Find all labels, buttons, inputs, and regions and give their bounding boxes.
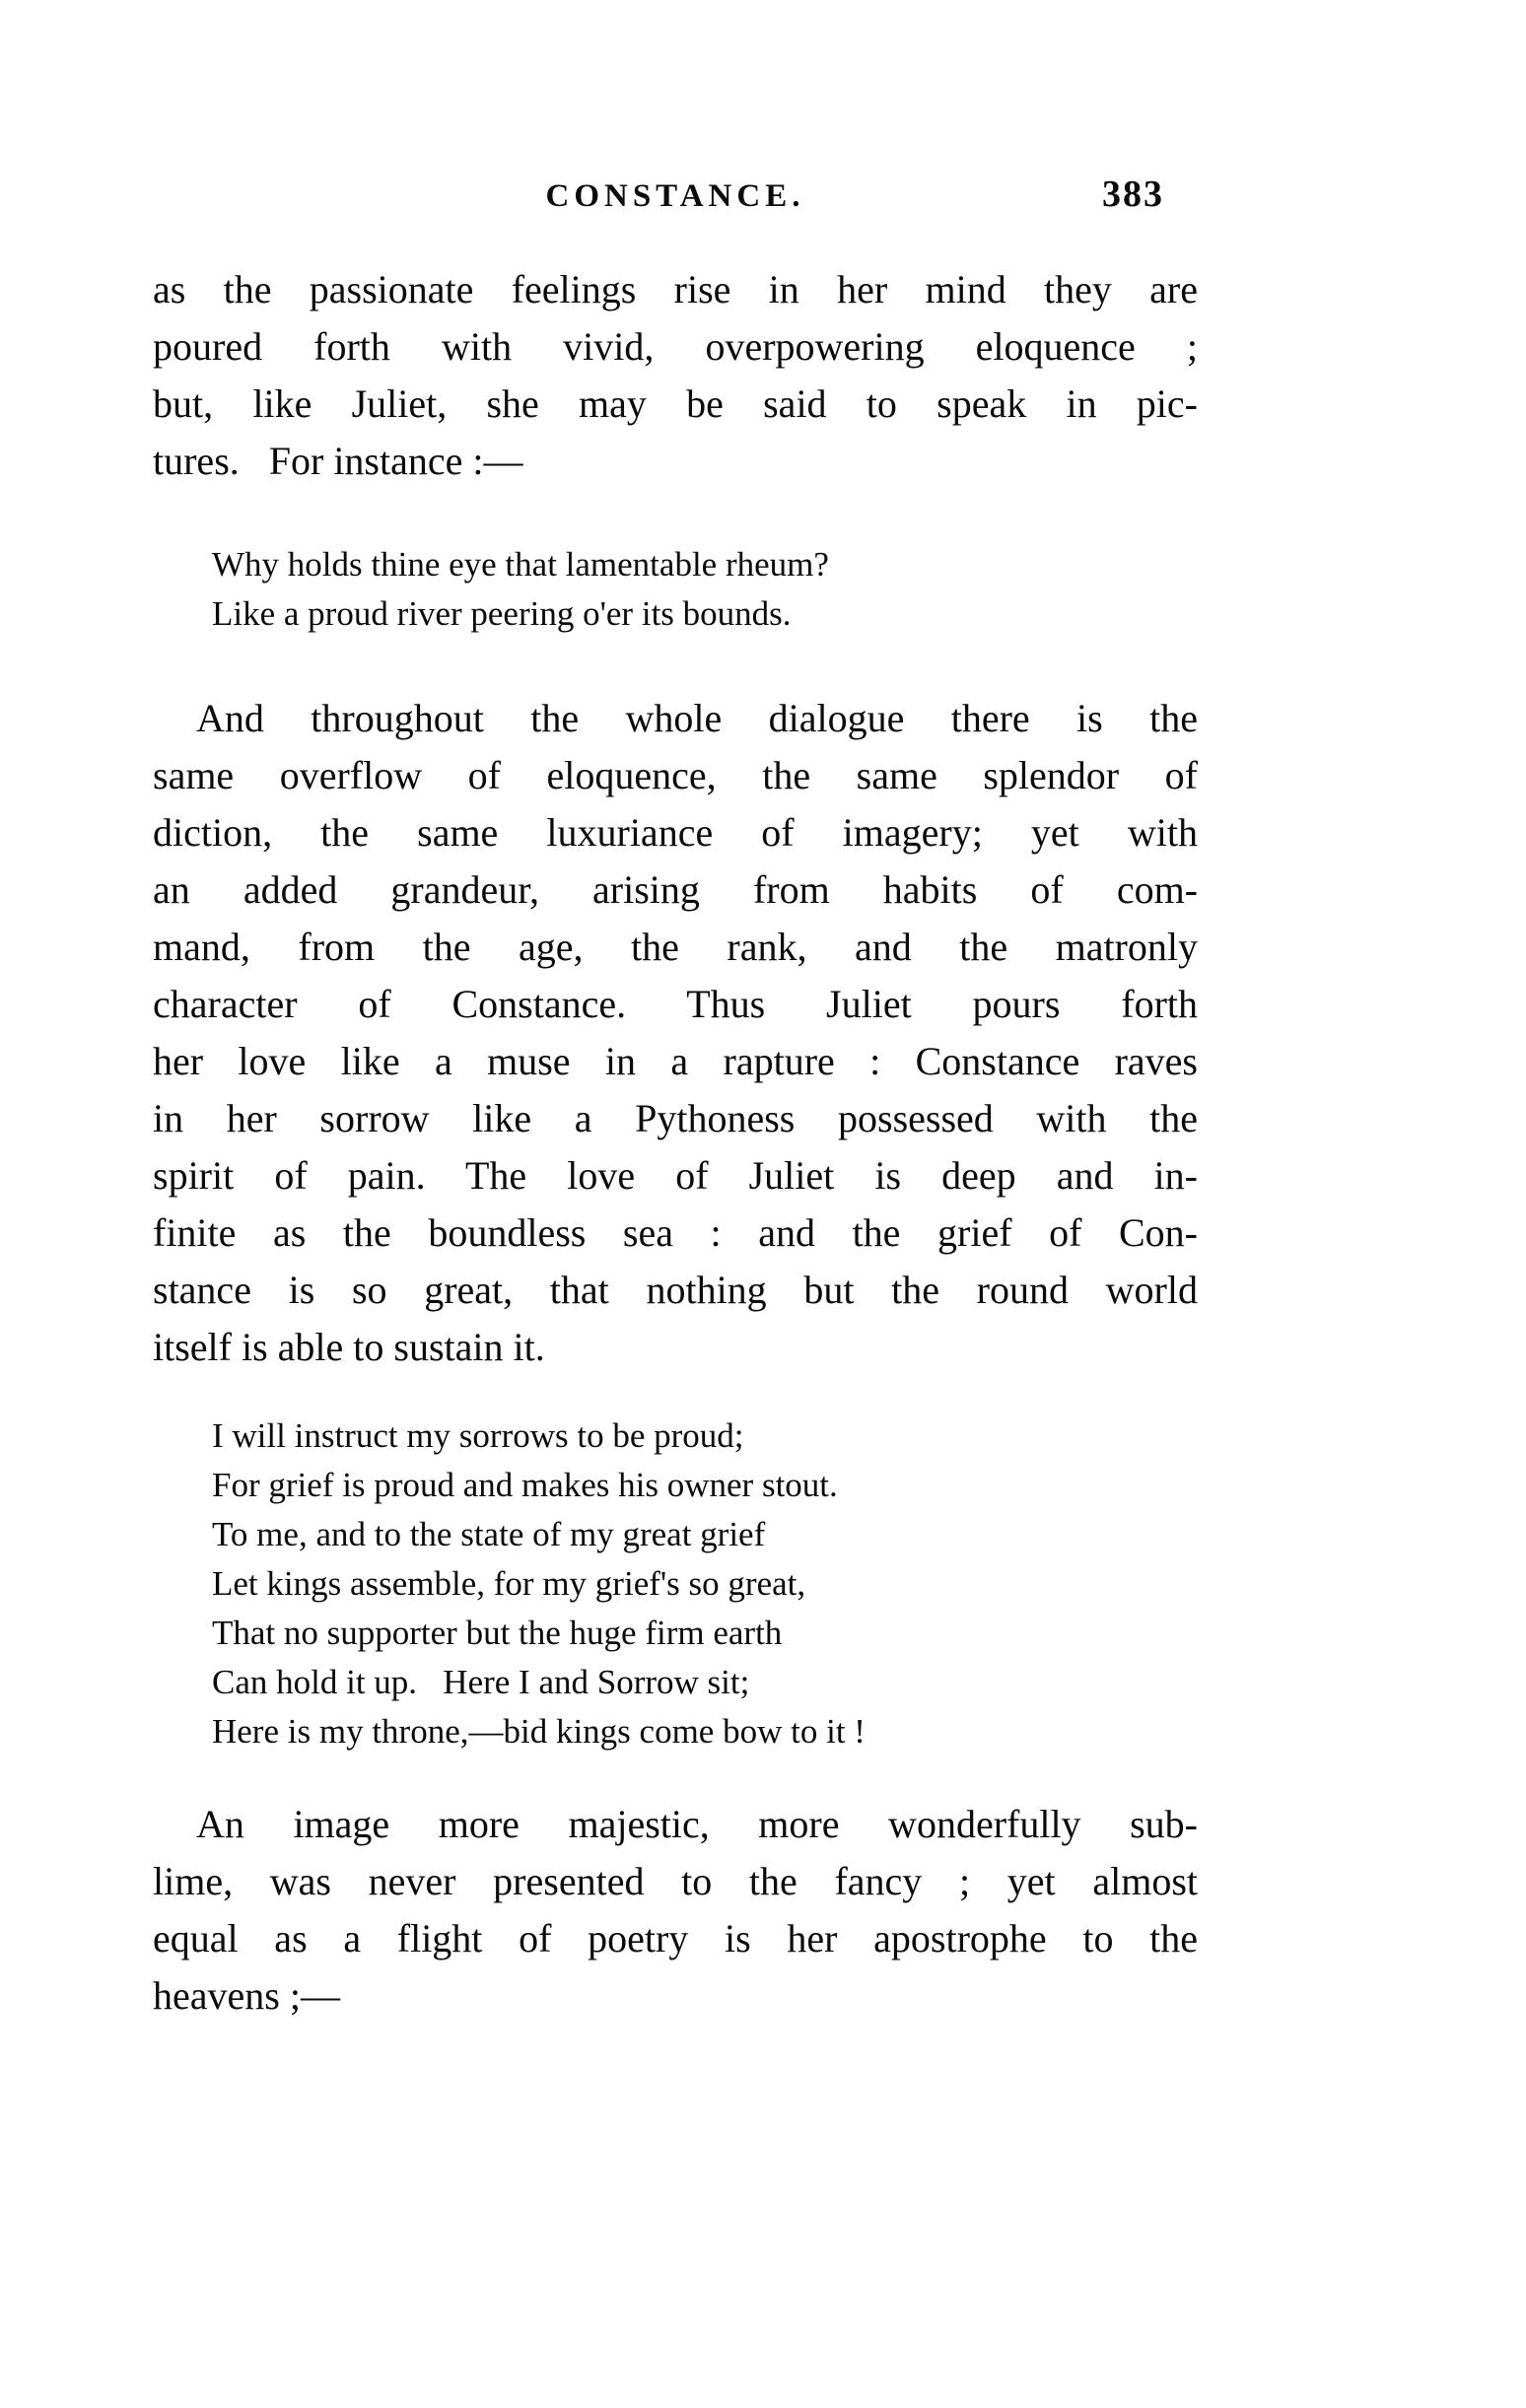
- verse-line: For grief is proud and makes his owner stout.: [212, 1466, 838, 1504]
- text-line: lime, was never presented to the fancy ; yet almost: [153, 1859, 1198, 1903]
- running-title: CONSTANCE.: [545, 178, 805, 214]
- verse-line: Like a proud river peering o'er its bounds.: [212, 594, 792, 633]
- text-line: in her sorrow like a Pythoness possessed with the: [153, 1096, 1198, 1140]
- text-line: heavens ;—: [153, 1973, 340, 2018]
- paragraph-3: [153, 1796, 1198, 2025]
- verse-line: Let kings assemble, for my grief's so great,: [212, 1564, 806, 1603]
- text-line: her love like a muse in a rapture : Constance raves: [153, 1039, 1198, 1083]
- verse-line: Here is my throne,—bid kings come bow to it !: [212, 1712, 866, 1751]
- text-line: diction, the same luxuriance of imagery; yet with: [153, 810, 1198, 855]
- text-line: spirit of pain. The love of Juliet is deep and in-: [153, 1153, 1198, 1198]
- text-line: And throughout the whole dialogue there is the: [196, 696, 1198, 740]
- verse-line: I will instruct my sorrows to be proud;: [212, 1416, 744, 1455]
- text-line: equal as a flight of poetry is her apostrophe to the: [153, 1916, 1198, 1961]
- text-line: mand, from the age, the rank, and the matronly: [153, 925, 1198, 969]
- page-header: [153, 173, 1198, 221]
- paragraph-1: [153, 261, 1198, 490]
- text-line: as the passionate feelings rise in her mind they are: [153, 267, 1198, 311]
- text-line: an added grandeur, arising from habits of com-: [153, 867, 1198, 912]
- text-line: tures. For instance :—: [153, 439, 523, 483]
- text-line: but, like Juliet, she may be said to speak in pic-: [153, 381, 1198, 426]
- verse-line: That no supporter but the huge firm earth: [212, 1614, 783, 1652]
- verse-line: Why holds thine eye that lamentable rheum?: [212, 545, 829, 584]
- text-line: same overflow of eloquence, the same splendor of: [153, 753, 1198, 797]
- text-line: itself is able to sustain it.: [153, 1325, 545, 1369]
- verse-line: Can hold it up. Here I and Sorrow sit;: [212, 1663, 750, 1701]
- text-line: finite as the boundless sea : and the grief of Con-: [153, 1210, 1198, 1255]
- page-number: 383: [1102, 173, 1164, 215]
- paragraph-2: [153, 690, 1198, 1376]
- verse-quote-2: [212, 1411, 1099, 1756]
- text-line: stance is so great, that nothing but the round world: [153, 1268, 1198, 1312]
- text-line: poured forth with vivid, overpowering eloquence ;: [153, 324, 1198, 369]
- verse-quote-1: [212, 540, 1099, 639]
- verse-line: To me, and to the state of my great grief: [212, 1515, 766, 1553]
- text-line: character of Constance. Thus Juliet pours forth: [153, 982, 1198, 1026]
- text-line: An image more majestic, more wonderfully sub-: [196, 1802, 1198, 1846]
